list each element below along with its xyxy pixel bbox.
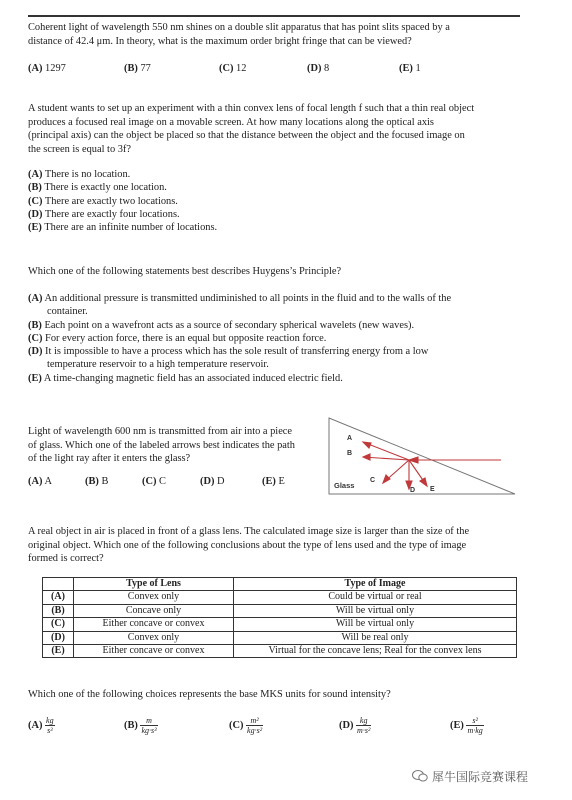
table-row: (B) Concave only Will be virtual only — [43, 604, 517, 617]
watermark: 犀牛国际竞赛课程 — [412, 768, 528, 786]
option-d: (D) $\frac{kg}{\text{m·s²}}$ — [339, 716, 371, 735]
label-c: C — [370, 477, 376, 484]
light-rays — [363, 442, 501, 489]
option-e: (E) There are an infinite number of locations. — [28, 222, 218, 234]
option-b: (B) Each point on a wavefront acts as a source of secondary spherical wavelets (new waves). — [28, 319, 415, 331]
question-1-text: Coherent light of wavelength 550 nm shines on a double slit apparatus that has point slits spaced by a distance of 42.4 μm. In theory, what is the maximum order bright fringe that can be viewed? — [28, 22, 450, 47]
option-b: (B) $\frac{m}{\text{kg·s³}}$ — [124, 716, 157, 735]
table-row: (E) Either concave or convex Virtual for the concave lens; Real for the convex lens — [43, 645, 517, 658]
option-d: (D) D — [200, 476, 225, 487]
question-5-text: A real object in air is placed in front of a glass lens. The calculated image size is larger than the size of the original object. Which one of the following conclusions about the type of lens used and the type of image formed is correct? — [28, 526, 470, 565]
wechat-icon — [412, 769, 428, 786]
table-header: Type of Lens Type of Image — [43, 578, 517, 591]
refraction-diagram — [325, 415, 520, 497]
label-a: A — [347, 435, 353, 442]
option-a: (A) A — [28, 476, 52, 487]
option-e: (E) A time-changing magnetic field has an associated induced electric field. — [28, 372, 343, 384]
option-a: (A) There is no location. — [28, 169, 131, 180]
top-rule — [28, 15, 520, 17]
option-a: (A) An additional pressure is transmitted undiminished to all points in the fluid and to the walls of the — [28, 293, 452, 304]
option-d: (D) It is impossible to have a process which has the sole result of transferring energy from a low — [28, 346, 429, 358]
question-4-text: Light of wavelength 600 nm is transmitted from air into a piece of glass. Which one of the labeled arrows best indicates the path of the light ray after it enters the glass? — [28, 426, 295, 465]
option-a: (A) 1297 — [28, 63, 66, 74]
question-2-options — [28, 168, 217, 234]
option-b: (B) There is exactly one location. — [28, 182, 167, 194]
option-d: (D) There are exactly four locations. — [28, 208, 180, 220]
option-c: (C) $\frac{\text{m²}}{\text{kg·s²}}$ — [229, 716, 263, 735]
question-2-text: A student wants to set up an experiment with a thin convex lens of focal length f such that a thin real object produces a focused real image on a movable screen. At how many locations along the optical axis (principal axis) can the object be placed so that the distance between the object and the focused image on the screen is equal to 3f? — [28, 103, 475, 155]
table-row: (D) Convex only Will be real only — [43, 631, 517, 644]
lens-table — [42, 577, 517, 658]
option-a: (A) $\frac{kg}{\text{s³}}$ — [28, 716, 54, 735]
table-row: (A) Convex only Could be virtual or real — [43, 591, 517, 604]
label-e: E — [430, 486, 435, 493]
question-6-text: Which one of the following choices represents the base MKS units for sound intensity? — [28, 689, 391, 700]
glass-label: Glass — [334, 481, 355, 490]
option-c: (C) There are exactly two locations. — [28, 195, 178, 207]
label-d: D — [410, 487, 416, 494]
option-e: (E) 1 — [399, 63, 421, 74]
option-e: (E) E — [262, 476, 285, 487]
option-c: (C) 12 — [219, 63, 247, 74]
question-3-text: Which one of the following statements best describes Huygens’s Principle? — [28, 266, 342, 277]
table-row: (C) Either concave or convex Will be virtual only — [43, 618, 517, 631]
option-e: (E) $\frac{\text{s²}}{m\cdot kg}$ — [450, 716, 483, 735]
option-d: (D) 8 — [307, 63, 330, 74]
label-b: B — [347, 450, 353, 457]
option-c: (C) C — [142, 476, 166, 487]
question-3-options: (A) An additional pressure is transmitted undiminished to all points in the fluid and to the walls of the container. (B) Each point on a wavefront acts as a source of secondary spherical wavelets (new waves). (C) For every action force, there is an equal but opposite reaction force. (D) It is impossible to have a process which has the sole result of transferring energy from a low temperature reservoir to a high temperature reservoir. (E) A time-changing magnetic field has an associated induced electric field. — [28, 292, 528, 385]
option-b: (B) 77 — [124, 63, 151, 74]
option-c: (C) For every action force, there is an equal but opposite reaction force. — [28, 332, 327, 344]
option-b: (B) B — [85, 476, 109, 487]
